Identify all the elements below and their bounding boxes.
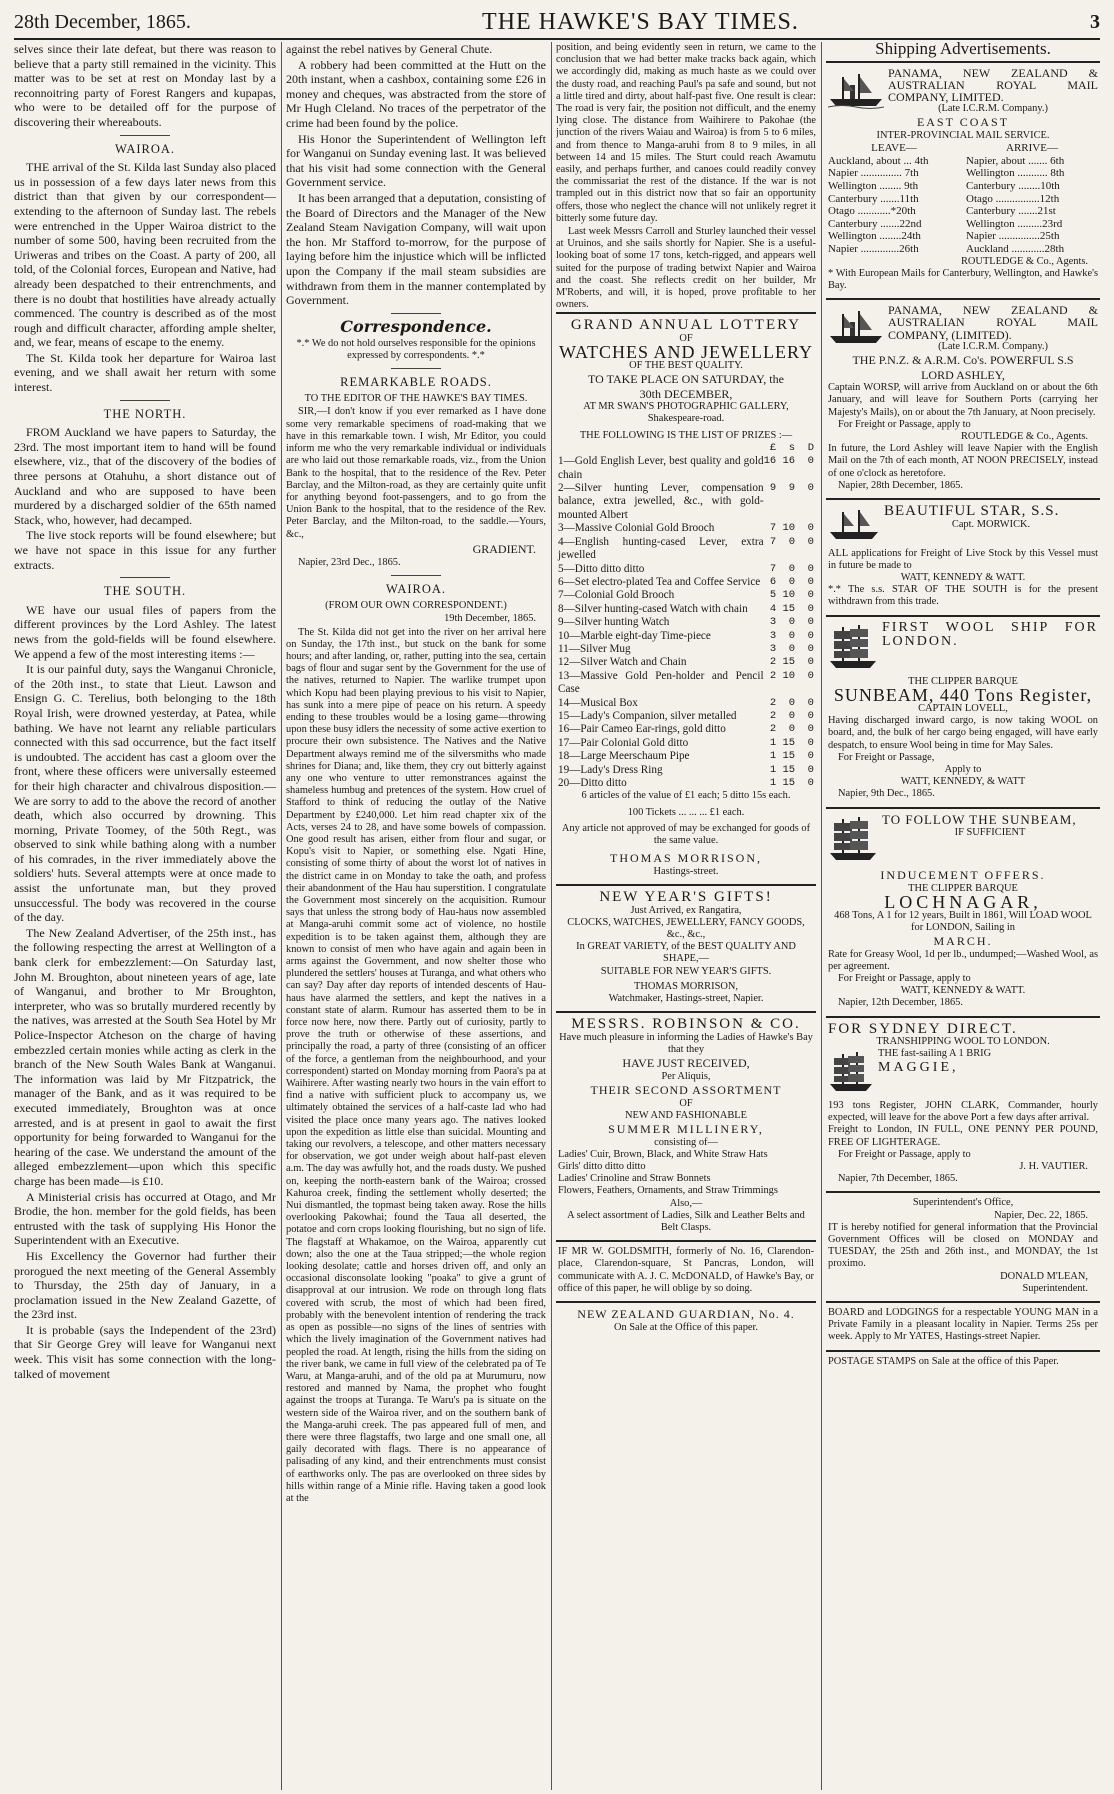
prize-row xyxy=(558,656,814,669)
guardian-notice xyxy=(556,1301,816,1340)
prize-value: 4 15 0 xyxy=(763,602,814,615)
schedule-leave-entry: Otago ............*20th xyxy=(828,205,916,218)
ad-date: Napier, Dec. 22, 1865. xyxy=(994,1209,1088,1221)
column-1 xyxy=(14,42,276,1790)
prize-row xyxy=(558,697,814,710)
prize-value: 1 15 0 xyxy=(763,777,814,790)
divider xyxy=(120,400,170,401)
prize-value: 3 0 0 xyxy=(763,629,814,642)
ad-text: SUITABLE FOR NEW YEAR'S GIFTS. xyxy=(600,965,772,977)
ad-text: Superintendent. xyxy=(1022,1282,1088,1294)
prize-item: 14—Musical Box xyxy=(558,696,638,709)
ad-text: Having discharged inward cargo, is now taking WOOL on board, and, the bulk of her cargo being engaged, will have early despatch, to ensure Wool being in time for May Sales. xyxy=(828,715,1098,751)
columns xyxy=(14,42,1100,1790)
ad-text: A select assortment of Ladies, Silk and Leather Belts and Belt Clasps. xyxy=(567,1209,805,1234)
ad-text: On Sale at the Office of this paper. xyxy=(613,1321,759,1333)
issue-date: 28th December, 1865. xyxy=(14,10,191,33)
prize-row xyxy=(558,710,814,723)
prize-row xyxy=(558,576,814,589)
ad-text: 6 articles of the value of £1 each; 5 ditto 15s each. xyxy=(581,790,791,802)
ad-title: FOR SYDNEY DIRECT. xyxy=(828,1020,1018,1037)
ad-note: *.* The s.s. STAR OF THE SOUTH is for the present withdrawn from this trade. xyxy=(828,584,1098,608)
ad-text: (Late I.C.R.M. Company.) xyxy=(938,340,1048,352)
article-text: FROM Auckland we have papers to Saturday, the 23rd. The most important item to hand will be found elsewhere, viz., that of the discovery of the bodies of three persons at Otahuhu, a short distance out of Auckland and who are supposed to have been murdered by a discharged soldier of the 65th named Stack, who, however, had decamped. xyxy=(14,425,276,527)
prize-row xyxy=(558,723,814,736)
prize-row xyxy=(558,630,814,643)
ad-text: CAPTAIN LOVELL, xyxy=(918,702,1008,714)
ad-signature: WATT, KENNEDY & WATT. xyxy=(900,571,1026,583)
ad-signature: DONALD M'LEAN, xyxy=(1000,1270,1088,1282)
schedule-leave-entry: Wellington ........24th xyxy=(828,230,921,243)
correspondent-line: (FROM OUR OWN CORRESPONDENT.) xyxy=(325,600,507,612)
shipping-title: Shipping Advertisements. xyxy=(875,42,1051,58)
ad-text: Shakespeare-road. xyxy=(647,413,725,425)
ad-text: 193 tons Register, JOHN CLARK, Commander, hourly expected, will leave for the above Port a few days after arrival. xyxy=(828,1100,1098,1124)
prize-header xyxy=(558,442,814,455)
correspondence-title: Correspondence. xyxy=(340,316,492,336)
sailing-ship-icon xyxy=(828,815,878,867)
schedule-leave-entry: Auckland, about ... 4th xyxy=(828,154,929,167)
letter-body: SIR,—I don't know if you ever remarked as I have done some very remarkable specimens of road-making that we have in this remarkable town. I wish, Mr Editor, you could inform me who the very remarkable individual or individuals are who laid out those remarkable roads, viz., from the Union Bank to the hospital, that to the residence of the Rev. Peter Barclay, and the Milton-road, as they are certainly quite unfit for anything beyond foot-passengers, and to go from the Union Bank to the hospital, that to the residence of the Rev. Peter Barclay, and the Milton-road, to the saddle.—Yours, &c., xyxy=(286,406,546,540)
ad-text: IT is hereby notified for general information that the Provincial Government Offices will be closed on MONDAY and TUESDAY, the 25th and 26th inst., and MONDAY, the 1st proximo. xyxy=(828,1221,1098,1270)
ad-text: EAST COAST xyxy=(916,115,1010,130)
ad-title: GRAND ANNUAL LOTTERY xyxy=(570,317,802,334)
prize-row xyxy=(558,764,814,777)
ad-text: THE CLIPPER BARQUE xyxy=(908,676,1018,688)
prize-row xyxy=(558,536,814,563)
ad-signature: WATT, KENNEDY & WATT. xyxy=(900,985,1026,997)
ad-text: INTER-PROVINCIAL MAIL SERVICE. xyxy=(876,130,1050,141)
ad-text: Rate for Greasy Wool, 1d per lb., undumped;—Washed Wool, as per agreement. xyxy=(828,948,1098,972)
ad-note: * With European Mails for Canterbury, Wellington, and Hawke's Bay. xyxy=(828,267,1098,291)
schedule-arrive-entry: Napier, about ....... 6th xyxy=(966,154,1065,167)
ad-date: Napier, 28th December, 1865. xyxy=(838,479,963,491)
prize-row xyxy=(558,563,814,576)
prize-value: 5 10 0 xyxy=(763,589,814,602)
ad-text: THE CLIPPER BARQUE xyxy=(908,882,1018,894)
divider xyxy=(120,577,170,578)
article-text: THE arrival of the St. Kilda last Sunday also placed us in possession of a few days later news from this district than that given by our correspondent—extending to the afternoon of Sunday last. The rebels were entrenched in the Upper Wairoa district to the number of some 500, having been recruited from the Uriweras and tribes on the Coast. A party of 200, all told, of the Colonial forces, European and Native, had already been despatched to their entrenchments, and there is no doubt that hostilities have already actually commenced. The country is described as of the most rough and difficult character, affording ample shelter, and, we fear, means of escape to the enemy. xyxy=(14,160,276,350)
ad-text: For Freight or Passage, xyxy=(838,751,935,763)
prize-value: 1 15 0 xyxy=(763,750,814,763)
article-text: A robbery had been committed at the Hutt on the 20th instant, when a cashbox, containing some £26 in money and cheques, was abstracted from the store of Mr Hugh Cleland. No traces of the perpetrator of the crime had been found by the police. xyxy=(286,57,546,130)
ad-text: Captain WORSP, will arrive from Auckland on or about the 6th January, and will leave for Southern Ports (carrying her Majesty's Mails), on or about the 7th January, at Noon precisely. xyxy=(828,382,1098,418)
column-4 xyxy=(826,42,1100,1790)
article-text: It is our painful duty, says the Wanganui Chronicle, of the 20th inst., to state that Lieut. Lawson and Ensign G. C. Terelius, both belonging to the 18th Royal Irish, were drowned yesterday, at Patea, while bathing. We have not learnt any reliable particulars connected with this sad occurrence, but the fact itself is undoubted. The accident has cast a gloom over the front, where these officers were universally esteemed for their high character and chivalrous disposition.— We are sorry to add to the above the record of another death, which also occurred by drowning. This morning, Private Toomey, of the 50th Regt., was observed to sink while bathing along with a number of his comrades, in the river immediately above the soldiers' huts. Several attempts were at once made to assist the unfortunate man, but they proved unsuccessful. The body was recovered in the course of the day. xyxy=(14,662,276,925)
sailing-ship-icon xyxy=(828,1050,874,1098)
lochnagar-ad xyxy=(826,807,1100,1016)
column-3 xyxy=(556,42,816,1790)
prize-value: 7 0 0 xyxy=(763,535,814,548)
prize-row xyxy=(558,737,814,750)
steamship-icon xyxy=(828,306,884,350)
sydney-direct-ad xyxy=(826,1016,1100,1192)
ad-text: TRANSHIPPING WOOL TO LONDON. xyxy=(876,1036,1050,1048)
article-text: position, and being evidently seen in return, we came to the conclusion that we had better make tracks back again, which we accordingly did, making as much haste as we could over the dusty road, and reaching Paul's pa safe and sound, but not a little tired and dirty, about half-past five. One result is clear: The road is very fair, the position not difficult, and the enemy lying close. The distance from Waihirere to Pakohae (the junction of the rivers Waiau and Wairoa) is from 5 to 6 miles, and from thence to Manga-aruhi from 8 to 9 miles, in all between 14 and 15 miles. The Sturt could reach Awamutu easily, and perhaps further, and canoes could readily convey the commissariat the rest of the distance. If the war is not trampled out in this district now that so fair an opportunity offers, those who neglect the chance will not unlikely regret it bitterly some future day. xyxy=(556,42,816,224)
prize-row xyxy=(558,603,814,616)
article-text: It has been arranged that a deputation, consisting of the Board of Directors and the Manager of the New Zealand Steam Navigation Company, will wait upon the hon. Mr Stafford to-morrow, for the purpose of laying before him the injustice which will be inflicted upon the Company if the mail steam subsidies are withdrawn from them in the manner contemplated by Government. xyxy=(286,190,546,308)
ad-text: Also,— xyxy=(669,1197,703,1209)
divider xyxy=(391,313,441,314)
article-text: selves since their late defeat, but there was reason to believe that a party still remained in the vicinity. This matter was to be set at rest on Monday last by a reconnoitring party of Forest Rangers and kupapas, who were to be detailed off for the purpose of discovering their whereabouts. xyxy=(14,42,276,129)
prize-item: 20—Ditto ditto xyxy=(558,777,627,790)
ad-text: SUMMER MILLINERY, xyxy=(608,1122,764,1137)
article-text: against the rebel natives by General Chute. xyxy=(286,42,493,56)
item-list xyxy=(558,1149,814,1198)
prize-row xyxy=(558,643,814,656)
prize-item: 10—Marble eight-day Time-piece xyxy=(558,629,711,642)
prize-item: 13—Massive Gold Pen-holder and Pencil Case xyxy=(558,669,764,696)
prize-value: 3 0 0 xyxy=(763,642,814,655)
prize-value: 2 0 0 xyxy=(763,723,814,736)
prize-item: 1—Gold English Lever, best quality and gold chain xyxy=(558,455,764,481)
schedule-arrive-entry: Auckland ............28th xyxy=(966,242,1065,255)
prize-row xyxy=(558,482,814,522)
prize-value: 16 16 0 xyxy=(763,455,814,468)
ad-text: Capt. MORWICK. xyxy=(951,518,1031,530)
ad-note: In future, the Lord Ashley will leave Napier with the English Mail on the 7th of each month, AT NOON PRECISELY, instead of one o'clock as heretofore. xyxy=(828,443,1098,479)
ad-text: THE fast-sailing A 1 BRIG xyxy=(878,1048,992,1060)
article-text: The St. Kilda did not get into the river on her arrival here on Sunday, the 17th inst., but stuck on the bank for some hours; and after landing, or, rather, putting into the sea, certain bags of flour and sugar sent by the Government for the use of the natives, returned to Napier. The warlike trumpet upon which Kopu had been playing previous to his visit to Napier, has sunk into a mere pipe of peace on his return. A speedy ending to these troubles would be a losing game—throwing upon these busy idlers the necessity of some active exertion to procure their own subsistence. The Natives and the Native Department always remind me of the silversmiths who made shrines for Diana; and, like them, they cry out bitterly against any one who venture to utter remonstrances against the shameless humbug and pretences of the system. How cruel of Stafford to think of reducing the outlay of the Native Department by £240,000. Let him read chapter xix of the Acts, verses 24 to 28, and have some bowels of compassion. One good result has arisen, either from flour and sugar, or Kopu's visit to Napier, or something else. Ngati Hine, consisting of some thirty of about the worst lot of natives in the district came in on Monday to take the oath, and profess their abandonment of the Hau hau superstition. I congratulate the Government most sincerely on the acquisition. Rumour says that unless the strong body of Hau-haus now assembled at Manga-aruhi commit some act of violence, no hostile expedition is to be taken against them, although they are known to consist of men who have again and again been in arms against the Government, and now shelter those who plundered the settlers' houses at Turanga, and what others who can say? Day after day reports of intended descents of Hau-haus have alarmed the settlers, and kept the natives in a constant state of alarm. Rumour has asserted them to be in force now here, now there. Partly out of curiosity, partly to prove the truth or otherwise of these assertions, and principally the road, a party of three (consisting of an officer of the force, a gentleman from the neighbourhood, and your correspondent) started on Monday morning from Paora's pa at Waihirere. After wasting nearly two hours in the vain effort to find a native with sufficient pluck to accompany us, we ultimately obtained the services of a half-caste lad who had visited the place once many years ago. The natives looked upon the expedition as little else than suicidal. Mounting and taking our revolvers, a telescope, and other matters necessary for observation, we got under weigh about half-past eleven a.m. The day was awfully hot, and the roads dusty. We pushed on, keeping the north-eastern bank of the Wairoa; crossed Kahuroa creek, finding the settlement wholly deserted; the Nui dismantled, the topmast being taken away. Rose the hills overlooking Pakowhai; found the Taua all deserted, the potatoe and corn crops looking flourishing, but no sign of life. The flagstaff at Whakamoe, on the Wairoa, apparently cut down; also the one at the Taua stripped;—the whole region looking desolate; cattle and horses driven off, and only an occasional disconsolate looking "poaka" to give a grunt of disapproval at our intrusion. We rode on through long flats covered with scrub, the most of which had been fired, probably with the benevolent intention of rendering the track as open as possible—no signs of the lines of sentries with which the lively imagination of the Government natives had peopled the road. At length, rising the hills from the siding on the river bank, we came in full view of the celebrated pa of Te Waru, at Manga-aruhi, and of the old pa at Murumuru, now restored and manned by Nama, the prophet who fought against the troops at Turanga. Te Waru's pa is situate on the western side of the Wairoa river, and on the southern bank of the Manga-aruhi creek. The pas appeared full of men, and there were three flagstaffs, two large and one small one, all gaily decorated with flags. There is no appearance of palisading of any kind, and their entrenchments must consist of earthworks only. The pas are overlooked on three sides by hills within range of a Minie rifle. Having taken a good look at the xyxy=(286,626,546,1504)
prize-value: 9 9 0 xyxy=(763,482,814,495)
ad-date: Napier, 7th December, 1865. xyxy=(838,1173,958,1185)
prize-value: 2 0 0 xyxy=(763,709,814,722)
prize-item: 8—Silver hunting-cased Watch with chain xyxy=(558,602,748,615)
letter-heading: REMARKABLE ROADS. xyxy=(340,374,492,389)
ad-text: Have much pleasure in informing the Ladies of Hawke's Bay xyxy=(559,1031,813,1043)
prize-row xyxy=(558,777,814,790)
column-rule xyxy=(281,42,282,1790)
schedule-header xyxy=(828,142,1098,155)
ad-title: PANAMA, NEW ZEALAND & AUSTRALIAN ROYAL MAIL COMPANY, LIMITED. xyxy=(888,65,1098,104)
ad-text: For Freight or Passage, apply to xyxy=(838,1148,971,1160)
list-item: Girls' ditto ditto ditto xyxy=(558,1161,646,1173)
section-heading-wairoa-2: WAIROA. xyxy=(385,581,447,596)
prize-value: 1 15 0 xyxy=(763,736,814,749)
prize-value: 2 15 0 xyxy=(763,656,814,669)
ad-text: THE P.N.Z. & A.R.M. Co's. POWERFUL S.S xyxy=(852,352,1074,367)
prize-item: 18—Large Meerschaum Pipe xyxy=(558,750,690,763)
prize-value: 6 0 0 xyxy=(763,575,814,588)
ad-text: HAVE JUST RECEIVED, xyxy=(622,1056,750,1071)
new-year-gifts-ad xyxy=(556,884,816,1011)
ad-text: THEIR SECOND ASSORTMENT xyxy=(590,1083,782,1098)
prize-value: 7 10 0 xyxy=(763,522,814,535)
lottery-ad xyxy=(556,312,816,884)
superintendent-notice xyxy=(826,1191,1100,1301)
prize-value: 2 0 0 xyxy=(763,696,814,709)
ship-name: MAGGIE, xyxy=(878,1059,959,1075)
currency-header: £ s D xyxy=(769,441,814,454)
ad-signature: WATT, KENNEDY, & WATT xyxy=(900,776,1026,788)
panama-mail-ad xyxy=(826,61,1100,299)
prize-row xyxy=(558,616,814,629)
robinson-ad xyxy=(556,1011,816,1240)
article-text: It is probable (says the Independent of the 23rd) that Sir George Grey will leave for Wanganui next week. This visit has some connection with the long-talked of movement xyxy=(14,1322,276,1381)
ad-title: FIRST WOOL SHIP FOR LONDON. xyxy=(882,619,1098,650)
ad-address: Watchmaker, Hastings-street, Napier. xyxy=(608,993,764,1005)
ad-signature: J. H. VAUTIER. xyxy=(1019,1161,1088,1173)
dispatch-date: 19th December, 1865. xyxy=(444,613,536,625)
schedule-arrive-entry: Canterbury .......21st xyxy=(966,205,1056,218)
schedule-arrive-entry: Wellington .........23rd xyxy=(966,217,1063,230)
ad-text: LORD ASHLEY, xyxy=(921,367,1005,382)
goldsmith-notice: IF MR W. GOLDSMITH, formerly of No. 16, Clarendon-place, Clarendon-square, St Pancras, London, will communicate with A. J. C. McDONALD, of Hawke's Bay, or office of this paper, he will oblige by so doing. xyxy=(556,1240,816,1301)
article-text: The New Zealand Advertiser, of the 25th inst., has the following respecting the arrest at Wellington of a bank clerk for embezzlement:—On Saturday last, John M. Broughton, about nineteen years of age, late of Wanganui, and brother to Mr Broughton, interpreter, who was so brutally murdered recently by the natives, was arrested at the South Sea Hotel by Mr Police-Inspector Atcheson on the charge of having embezzled certain monies while acting as clerk in the branch of the New South Wales Bank at Wanganui. The information was laid by Mr Fitzpatrick, the manager of the Bank, and as it was required to be executed immediately, Broughton was at once arrested, and is at present in gaol to await the first opportunity for being forwarded to Wanganui for the hearing of the case. We understand the amount of the alleged embezzlement—upon which this specific charge has been made—is £10. xyxy=(14,925,276,1188)
list-item: Ladies' Cuir, Brown, Black, and White Straw Hats xyxy=(558,1148,768,1160)
section-heading-north: THE NORTH. xyxy=(103,406,187,421)
schedule-arrive-entry: Wellington ........... 8th xyxy=(966,167,1065,180)
ad-text: OF THE BEST QUALITY. xyxy=(629,359,743,371)
prize-item: 5—Ditto ditto ditto xyxy=(558,562,645,575)
prize-row xyxy=(558,522,814,535)
schedule-arrive-entry: Canterbury ........10th xyxy=(966,179,1060,192)
prize-item: 16—Pair Cameo Ear-rings, gold ditto xyxy=(558,723,726,736)
ad-text: For Freight or Passage, apply to xyxy=(838,973,971,984)
divider xyxy=(391,575,441,576)
prize-item: 9—Silver hunting Watch xyxy=(558,616,670,629)
letter-signature: GRADIENT. xyxy=(472,541,536,556)
ad-text: TO TAKE PLACE ON SATURDAY, the xyxy=(588,372,784,387)
ad-title: NEW YEAR'S GIFTS! xyxy=(599,889,773,906)
ad-text: Freight to London, IN FULL, ONE PENNY PER POUND, FREE OF LIGHTERAGE. xyxy=(828,1124,1098,1148)
correspondence-note: *.* We do not hold ourselves responsible for the opinions expressed by correspondents. *.* xyxy=(296,338,536,362)
prize-item: 3—Massive Colonial Gold Brooch xyxy=(558,522,715,535)
column-rule xyxy=(821,42,822,1790)
schedule-leave-entry: Canterbury .......11th xyxy=(828,192,919,205)
prize-list-heading: THE FOLLOWING IS THE LIST OF PRIZES :— xyxy=(579,429,793,441)
first-wool-ship-ad xyxy=(826,615,1100,807)
ad-title: NEW ZEALAND GUARDIAN, No. 4. xyxy=(577,1307,795,1322)
article-text: The St. Kilda took her departure for Wairoa last evening, and we shall await her return with some interest. xyxy=(14,350,276,395)
ad-text: MARCH. xyxy=(933,934,993,948)
ad-title: MESSRS. ROBINSON & CO. xyxy=(571,1016,801,1033)
ad-signature: ROUTLEDGE & Co., Agents. xyxy=(961,255,1088,267)
ad-text: (Late I.C.R.M. Company.) xyxy=(938,103,1048,115)
prize-item: 2—Silver hunting Lever, compensation balance, extra jewelled, &c., with gold-mounted Albert xyxy=(558,482,764,521)
ad-title: TO FOLLOW THE SUNBEAM, xyxy=(882,811,1077,827)
ad-text: Any article not approved of may be exchanged for goods of the same value. xyxy=(561,822,811,847)
ad-text: NEW AND FASHIONABLE xyxy=(625,1109,747,1121)
divider xyxy=(120,135,170,136)
ad-text: 30th DECEMBER, xyxy=(639,386,733,401)
prize-item: 6—Set electro-plated Tea and Coffee Service xyxy=(558,575,761,588)
ad-text: Apply to xyxy=(944,764,982,775)
column-2 xyxy=(286,42,546,1790)
prize-value: 2 10 0 xyxy=(763,669,814,682)
prize-value: 3 0 0 xyxy=(763,616,814,629)
ad-title: PANAMA, NEW ZEALAND & AUSTRALIAN ROYAL MAIL COMPANY, (LIMITED). xyxy=(888,303,1098,342)
schedule-leave-entry: Napier ............... 7th xyxy=(828,167,919,180)
ad-text: CLOCKS, WATCHES, JEWELLERY, FANCY GOODS, &c., &c., xyxy=(567,916,805,941)
letter-to: TO THE EDITOR OF THE HAWKE'S BAY TIMES. xyxy=(304,393,528,405)
article-text: His Excellency the Governor had further their prorogued the next meeting of the General Assembly to Thursday, the 25th day of January, in a proclamation issued in the New Zealand Gazette, of the 23rd inst. xyxy=(14,1248,276,1322)
lord-ashley-ad xyxy=(826,298,1100,498)
prize-item: 12—Silver Watch and Chain xyxy=(558,656,687,669)
ad-text: OF xyxy=(679,1097,693,1109)
section-heading-south: THE SOUTH. xyxy=(103,584,187,599)
schedule-leave-entry: Napier ..............26th xyxy=(828,242,919,255)
prize-item: 15—Lady's Companion, silver metalled xyxy=(558,709,737,722)
postage-notice: POSTAGE STAMPS on Sale at the office of this Paper. xyxy=(826,1350,1100,1374)
article-text: A Ministerial crisis has occurred at Otago, and Mr Brodie, the hon. member for the gold fields, has been entrusted with the task of supplying His Honor the Superintendent with an Executive. xyxy=(14,1189,276,1248)
prize-row xyxy=(558,589,814,602)
list-item: Flowers, Feathers, Ornaments, and Straw Trimmings xyxy=(558,1185,778,1197)
schedule-leave-entry: Wellington ........ 9th xyxy=(828,179,919,192)
leave-heading: LEAVE— xyxy=(871,142,917,155)
ad-text: AT MR SWAN'S PHOTOGRAPHIC GALLERY, xyxy=(583,401,789,413)
ad-signature: ROUTLEDGE & Co., Agents. xyxy=(961,430,1088,442)
ad-text: OF xyxy=(679,333,693,345)
steamship-icon xyxy=(828,506,880,546)
column-rule xyxy=(551,42,552,1790)
article-text: His Honor the Superintendent of Wellington left for Wanganui on Sunday evening last. It was believed that his visit had some connection with the General Government service. xyxy=(286,131,546,190)
ad-date: Napier, 12th December, 1865. xyxy=(838,997,963,1009)
ad-text: Superintendent's Office, xyxy=(912,1197,1014,1209)
sailing-ship-icon xyxy=(828,623,878,675)
section-heading-wairoa: WAIROA. xyxy=(114,141,176,156)
board-notice: BOARD and LODGINGS for a respectable YOUNG MAN in a Private Family in a pleasant locality in Napier. Terms 25s per week. Apply to Mr YATES, Hastings-street Napier. xyxy=(826,1301,1100,1350)
ad-date: Napier, 9th Dec., 1865. xyxy=(838,788,935,800)
ad-text: that they xyxy=(667,1044,705,1056)
ad-text: In GREAT VARIETY, of the BEST QUALITY AND SHAPE,— xyxy=(576,941,796,965)
ad-text: consisting of— xyxy=(654,1136,718,1148)
ad-text: Per Aliquis, xyxy=(661,1070,711,1082)
ship-name: SUNBEAM, 440 Tons Register, xyxy=(833,685,1093,706)
ad-signature: THOMAS MORRISON, xyxy=(609,851,763,866)
steamship-icon xyxy=(828,69,884,113)
prize-item: 17—Pair Colonial Gold ditto xyxy=(558,736,689,749)
mail-schedule xyxy=(828,155,1098,256)
prize-row xyxy=(558,750,814,763)
schedule-leave-entry: Canterbury .......22nd xyxy=(828,217,922,230)
prize-item: 7—Colonial Gold Brooch xyxy=(558,589,675,602)
beautiful-star-ad xyxy=(826,498,1100,615)
page-number: 3 xyxy=(1089,10,1100,33)
divider xyxy=(391,368,441,369)
ad-text: IF SUFFICIENT xyxy=(954,827,1026,839)
ad-text: For Freight or Passage, apply to xyxy=(838,418,971,430)
paper-title: THE HAWKE'S BAY TIMES. xyxy=(482,8,799,35)
arrive-heading: ARRIVE— xyxy=(1006,142,1058,155)
prize-value: 7 0 0 xyxy=(763,562,814,575)
ad-text: Just Arrived, ex Rangatira, xyxy=(630,904,742,916)
schedule-arrive-entry: Napier ...............25th xyxy=(966,230,1060,243)
prize-item: 11—Silver Mug xyxy=(558,642,631,655)
prize-item: 19—Lady's Dress Ring xyxy=(558,763,663,776)
ad-text: 468 Tons, A 1 for 12 years, Built in 1861, Will LOAD WOOL for LONDON, Sailing in xyxy=(834,909,1092,933)
masthead xyxy=(14,6,1100,40)
article-text: The live stock reports will be found elsewhere; but we have not space in this issue for any further extracts. xyxy=(14,528,276,572)
letter-date: Napier, 23rd Dec., 1865. xyxy=(298,557,401,569)
ad-headline: WATCHES AND JEWELLERY xyxy=(559,342,813,363)
prize-list xyxy=(558,455,814,790)
ship-name: LOCHNAGAR, xyxy=(884,892,1042,912)
ad-title: BEAUTIFUL STAR, S.S. xyxy=(884,502,1060,519)
ad-text: INDUCEMENT OFFERS. xyxy=(880,868,1046,883)
list-item: Ladies' Crinoline and Straw Bonnets xyxy=(558,1173,711,1185)
prize-item: 4—English hunting-cased Lever, extra jewelled xyxy=(558,535,764,562)
article-text: Last week Messrs Carroll and Sturley launched their vessel at Uruinos, and she sails shortly for Napier. She is a useful-looking boat of some 17 tons, ketch-rigged, and appears well suited for the purpose of trading betwixt Napier and Wairoa and the coast. She reflects credit on her builder, Mr M'Roberts, and will, it is hoped, prove profitable to her owners. xyxy=(556,226,816,311)
prize-value: 1 15 0 xyxy=(763,763,814,776)
ad-text: 100 Tickets ... ... ... £1 each. xyxy=(627,806,745,818)
prize-row xyxy=(558,670,814,697)
ad-address: Hastings-street. xyxy=(653,865,719,877)
ad-text: ALL applications for Freight of Live Stock by this Vessel must in future be made to xyxy=(828,547,1098,571)
ad-signature: THOMAS MORRISON, xyxy=(634,980,738,992)
article-text: WE have our usual files of papers from the different provinces by the Lord Ashley. The latest news from the gold-fields will be found elsewhere. We append a few of the most interesting items :— xyxy=(14,602,276,661)
schedule-arrive-entry: Otago ................12th xyxy=(966,192,1060,205)
prize-row xyxy=(558,455,814,482)
